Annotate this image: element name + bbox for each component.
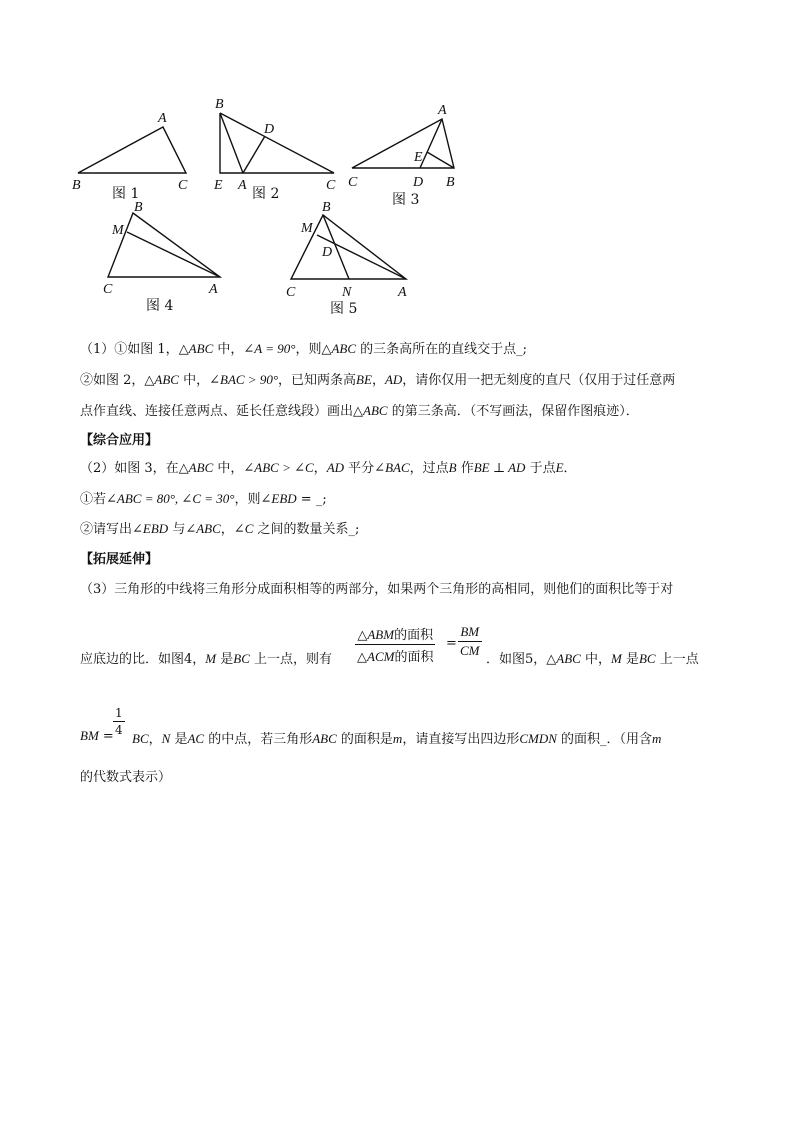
fig4-label-a: A xyxy=(209,282,218,297)
fig1-label-c: C xyxy=(178,178,188,193)
fig3-label-d: D xyxy=(413,175,424,190)
fig4-triangle xyxy=(108,213,220,277)
area-ratio-fraction xyxy=(355,624,435,665)
q3-line-3-rest: BC，N 是AC 的中点，若三角形ABC 的面积是m，请直接写出四边形CMDN 的面积_．（用含m xyxy=(132,731,662,747)
figure-3 xyxy=(348,103,455,208)
figure-1 xyxy=(72,111,188,202)
side-ratio-numerator: BM xyxy=(458,624,482,642)
fig4-label-c: C xyxy=(103,282,113,297)
figure-4 xyxy=(103,200,220,314)
fig4-caption: 图 4 xyxy=(146,298,174,314)
q2-line-2: ①若∠ABC = 80°, ∠C = 30°，则∠EBD = _; xyxy=(80,491,327,507)
fig1-label-a: A xyxy=(158,111,167,126)
fig4-segment-am xyxy=(127,232,220,277)
q3-line-4: 的代数式表示） xyxy=(80,770,172,785)
quarter-numerator: 1 xyxy=(115,706,123,720)
side-ratio-denominator: CM xyxy=(460,643,480,658)
figures-area xyxy=(0,0,800,330)
q3-line-2-left: 应底边的比．如图4，M 是BC 上一点，则有 xyxy=(80,651,333,667)
q1-line-3: 点作直线、连接任意两点、延长任意线段）画出△ABC 的第三条高．（不写画法，保留作图痕迹）． xyxy=(80,403,639,419)
fig2-caption: 图 2 xyxy=(252,186,280,202)
fig4-label-m: M xyxy=(112,223,124,238)
section-apply-heading: 【综合应用】 xyxy=(80,433,159,448)
fig3-label-c: C xyxy=(348,175,358,190)
fig5-label-c: C xyxy=(286,285,296,300)
fig3-label-a: A xyxy=(438,103,447,118)
q3-line-1: （3）三角形的中线将三角形分成面积相等的两部分，如果两个三角形的高相同，则他们的面积比等于对 xyxy=(80,582,674,597)
fig5-caption: 图 5 xyxy=(330,301,358,317)
fig1-triangle xyxy=(78,127,186,173)
fig3-label-e: E xyxy=(414,150,423,165)
area-ratio-denominator: △ACM的面积 xyxy=(357,649,434,665)
fig5-label-b: B xyxy=(322,200,331,215)
q1-line-1: （1）①如图 1，△ABC 中，∠A = 90°，则△ABC 的三条高所在的直线交于点_; xyxy=(80,341,528,357)
quarter-fraction xyxy=(113,706,125,737)
fig2-outline xyxy=(220,113,334,173)
q2-line-1: （2）如图 3，在△ABC 中，∠ABC > ∠C，AD 平分∠BAC，过点B 作BE ⊥ AD 于点E． xyxy=(80,460,577,476)
fig5-label-d: D xyxy=(322,245,333,260)
fig4-label-b: B xyxy=(134,200,143,215)
figure-5 xyxy=(286,200,407,317)
equals-sign: = xyxy=(446,636,457,651)
fig1-label-b: B xyxy=(72,178,81,193)
q3-line-3-start: BM = xyxy=(80,728,114,744)
q2-line-3: ②请写出∠EBD 与∠ABC，∠C 之间的数量关系_; xyxy=(80,521,360,537)
fig2-segment-ba xyxy=(220,113,243,173)
area-ratio-numerator: △ABM的面积 xyxy=(355,624,435,645)
fig2-label-e: E xyxy=(214,178,223,193)
section-extend-heading: 【拓展延伸】 xyxy=(80,552,159,567)
fig2-label-d: D xyxy=(264,122,275,137)
fig1-caption: 图 1 xyxy=(112,186,140,202)
fig5-label-a: A xyxy=(398,285,407,300)
fig2-altitude-ad xyxy=(243,136,265,173)
figures-svg xyxy=(0,0,800,330)
fig5-label-m: M xyxy=(301,221,313,236)
side-ratio-fraction xyxy=(458,624,482,659)
fig3-label-b: B xyxy=(446,175,455,190)
quarter-denominator: 4 xyxy=(115,723,123,737)
fig3-caption: 图 3 xyxy=(392,192,420,208)
fig3-bisector-ad xyxy=(420,119,442,168)
fig5-label-n: N xyxy=(342,285,352,300)
fig2-label-c: C xyxy=(326,178,336,193)
q1-line-2: ②如图 2，△ABC 中，∠BAC > 90°，已知两条高BE，AD，请你仅用一把无刻度的直尺（仅用于过任意两 xyxy=(80,372,676,388)
q3-line-2-right: ．如图5，△ABC 中，M 是BC 上一点 xyxy=(486,651,699,667)
fig2-label-a: A xyxy=(238,178,247,193)
fig2-label-b: B xyxy=(215,97,224,112)
figure-2 xyxy=(213,97,336,202)
